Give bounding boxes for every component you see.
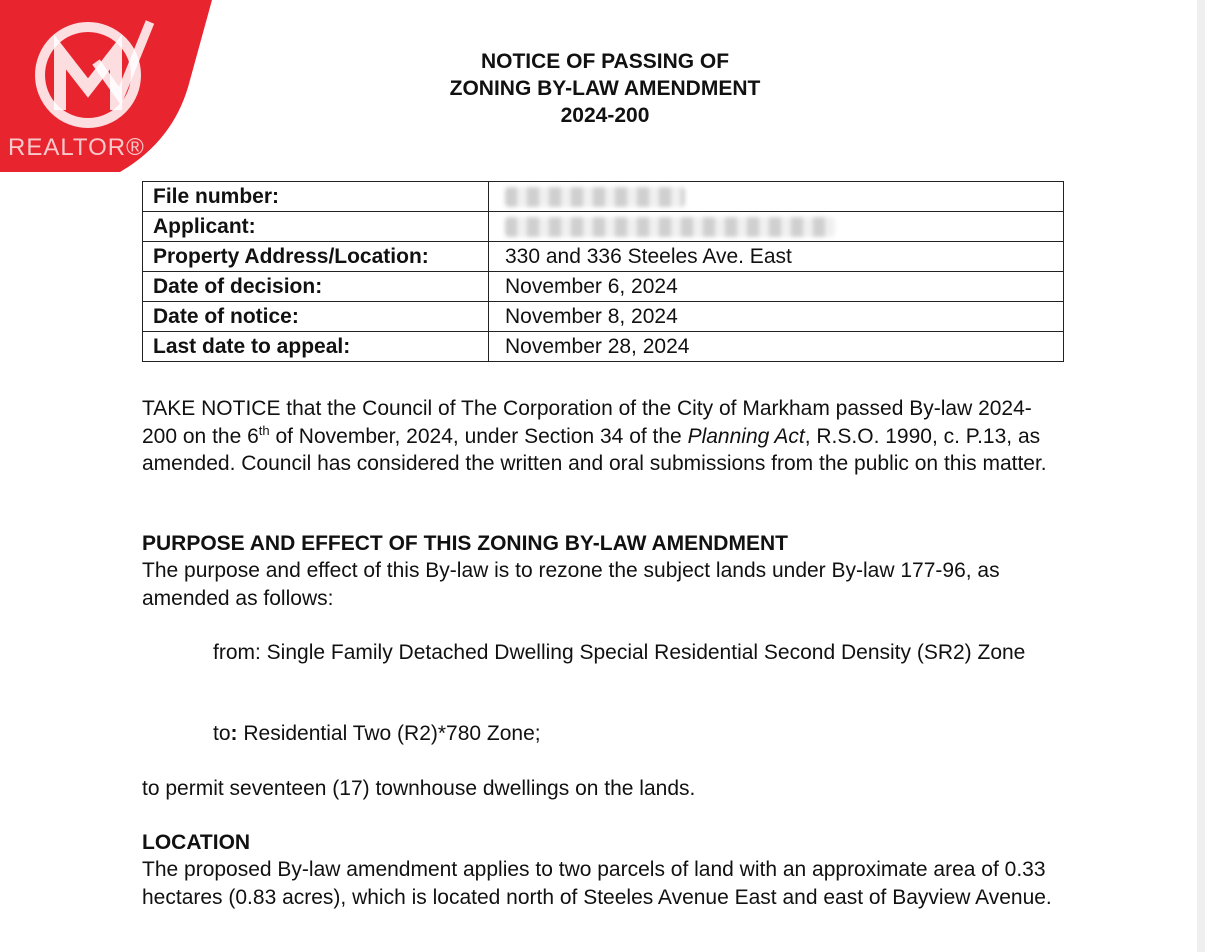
address-label: Property Address/Location:: [143, 242, 489, 272]
address-value: 330 and 336 Steeles Ave. East: [489, 242, 1064, 272]
page-edge: [1197, 0, 1205, 952]
table-row-appeal-date: [143, 332, 1064, 362]
notice-part-2: of November, 2024, under Section 34 of the: [269, 424, 688, 448]
title-line-3: 2024-200: [560, 104, 650, 127]
rezone-to-colon: :: [230, 722, 238, 745]
purpose-heading: PURPOSE AND EFFECT OF THIS ZONING BY-LAW AMENDMENT: [142, 532, 788, 555]
realtor-logo-text: REALTOR®: [8, 134, 145, 161]
file-number-label: File number:: [143, 182, 489, 212]
file-number-value: [489, 182, 1064, 212]
rezone-from-text: from: Single Family Detached Dwelling Special Residential Second Density (SR2) Zone: [213, 641, 1026, 664]
rezone-to-label: to: [213, 722, 231, 745]
rezone-to-text: [213, 720, 1133, 748]
notice-part-1: TAKE NOTICE that the Council of The Corporation of the City of Markham passed By-law 2024-200 on the 6: [142, 397, 1032, 448]
table-row-file-number: [143, 182, 1064, 212]
applicant-label: Applicant:: [143, 212, 489, 242]
applicant-value: [489, 212, 1064, 242]
location-heading: LOCATION: [142, 831, 251, 854]
planning-act-title: Planning Act: [687, 424, 805, 448]
title-line-1: NOTICE OF PASSING OF: [480, 50, 730, 73]
realtor-logo: [0, 0, 215, 175]
decision-date-value: November 6, 2024: [489, 272, 1064, 302]
take-notice-paragraph: [142, 395, 1062, 478]
notice-part-3: , R.S.O. 1990, c. P.13, as amended. Council has considered the written and oral submissions from the public on this matter.: [142, 424, 1047, 475]
file-info-table: [142, 181, 1064, 362]
decision-date-label: Date of decision:: [143, 272, 489, 302]
title-line-2: ZONING BY-LAW AMENDMENT: [449, 77, 761, 100]
table-row-address: [143, 242, 1064, 272]
redacted-applicant: [505, 217, 835, 237]
redacted-file-number: [505, 187, 685, 207]
rezone-to-zone: Residential Two (R2)*780 Zone;: [237, 722, 541, 745]
permit-text: to permit seventeen (17) townhouse dwellings on the lands.: [142, 777, 696, 800]
notice-date-label: Date of notice:: [143, 302, 489, 332]
appeal-date-value: November 28, 2024: [489, 332, 1064, 362]
table-row-decision-date: [143, 272, 1064, 302]
table-row-applicant: [143, 212, 1064, 242]
appeal-date-label: Last date to appeal:: [143, 332, 489, 362]
notice-ordinal-suffix: th: [258, 422, 270, 438]
table-row-notice-date: [143, 302, 1064, 332]
purpose-text: The purpose and effect of this By-law is to rezone the subject lands under By-law 177-96, as amended as follows:: [142, 559, 1000, 610]
notice-date-value: November 8, 2024: [489, 302, 1064, 332]
location-text: The proposed By-law amendment applies to two parcels of land with an approximate area of 0.33 hectares (0.83 acres), which is located north of Steeles Avenue East and east of Bayview Avenue.: [142, 858, 1052, 909]
page-title: [300, 48, 910, 129]
